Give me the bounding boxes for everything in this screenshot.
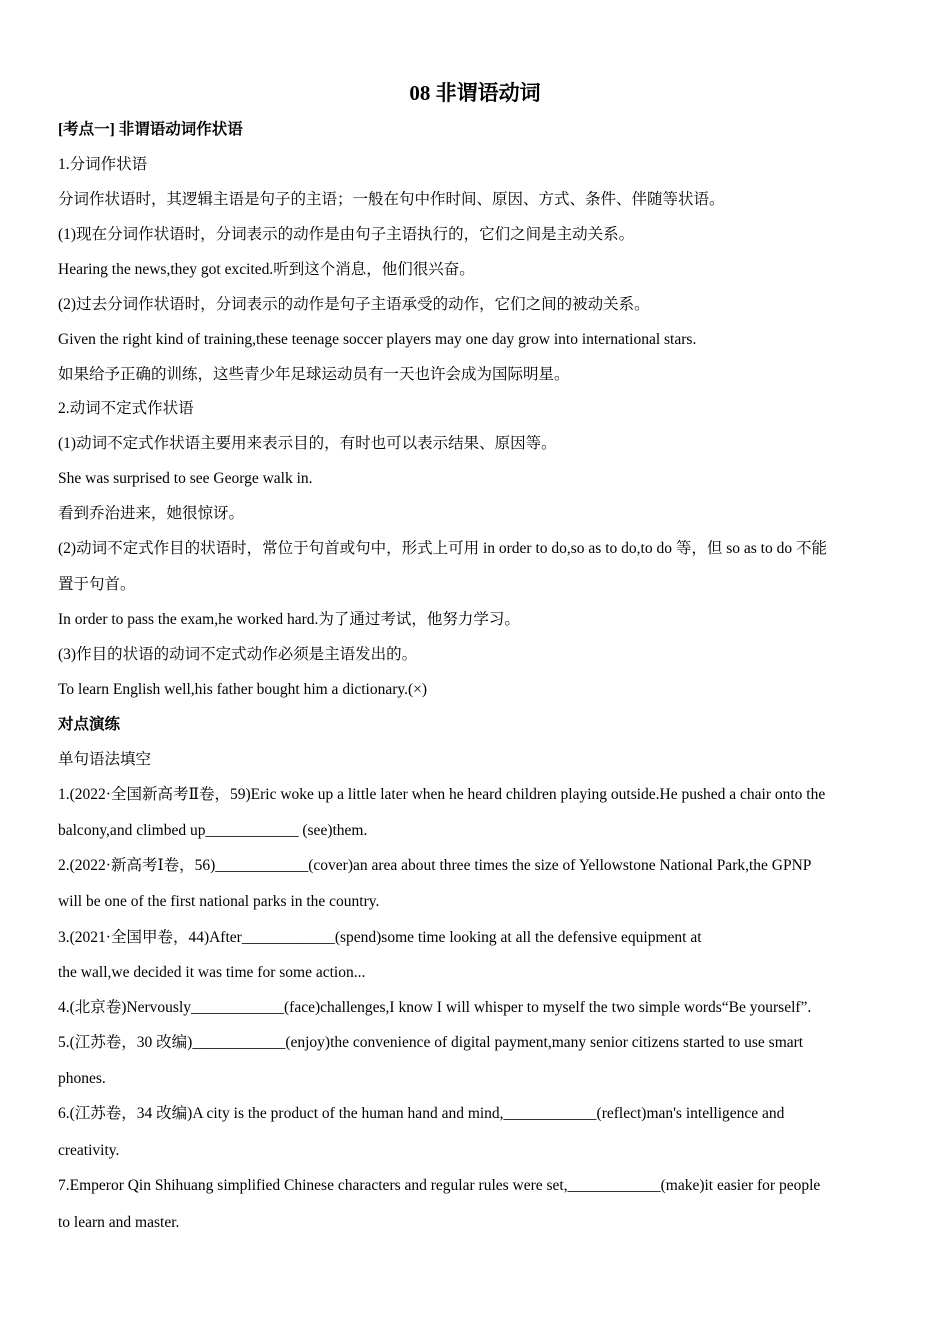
exercise-item-continuation: the wall,we decided it was time for some action...: [58, 964, 366, 981]
exercise-item-continuation: balcony,and climbed up____________ (see)them.: [58, 822, 368, 839]
exercise-heading: 单句语法填空: [58, 751, 152, 768]
exercise-item: 7.Emperor Qin Shihuang simplified Chinese characters and regular rules were set,____________(make)it easier for people: [58, 1177, 821, 1194]
example-sentence: To learn English well,his father bought him a dictionary.(×): [58, 681, 428, 698]
exercise-item: 1.(2022·全国新高考Ⅱ卷，59)Eric woke up a little later when he heard children playing outside.He pushed a chair onto the: [58, 786, 826, 803]
paragraph: (3)作目的状语的动词不定式动作必须是主语发出的。: [58, 646, 418, 663]
example-sentence: In order to pass the exam,he worked hard.为了通过考试，他努力学习。: [58, 611, 520, 628]
subsection-heading: 1.分词作状语: [58, 156, 148, 173]
exercise-item: 4.(北京卷)Nervously____________(face)challenges,I know I will whisper to myself the two simple words“Be yourself”.: [58, 999, 812, 1016]
example-sentence: Given the right kind of training,these teenage soccer players may one day grow into international stars.: [58, 331, 697, 348]
exercise-item-continuation: phones.: [58, 1070, 106, 1087]
exercise-item: 6.(江苏卷，34 改编)A city is the product of the human hand and mind,____________(reflect)man's intelligence and: [58, 1105, 785, 1122]
section-heading: [考点一] 非谓语动词作状语: [58, 121, 243, 138]
exercise-item-continuation: creativity.: [58, 1142, 120, 1159]
exercise-item: 2.(2022·新高考Ⅰ卷，56)____________(cover)an area about three times the size of Yellowstone National Park,the GPNP: [58, 857, 812, 874]
paragraph: (2)动词不定式作目的状语时，常位于句首或句中，形式上可用 in order to do,so as to do,to do 等，但 so as to do 不能: [58, 540, 827, 557]
exercise-item-continuation: to learn and master.: [58, 1214, 180, 1231]
example-sentence: Hearing the news,they got excited.听到这个消息，他们很兴奋。: [58, 261, 475, 278]
subsection-heading: 2.动词不定式作状语: [58, 400, 194, 417]
example-translation: 如果给予正确的训练，这些青少年足球运动员有一天也许会成为国际明星。: [58, 366, 570, 383]
paragraph: (2)过去分词作状语时，分词表示的动作是句子主语承受的动作，它们之间的被动关系。: [58, 296, 650, 313]
practice-heading: 对点演练: [58, 716, 121, 733]
exercise-item-continuation: will be one of the first national parks in the country.: [58, 893, 380, 910]
paragraph: (1)动词不定式作状语主要用来表示目的，有时也可以表示结果、原因等。: [58, 435, 557, 452]
exercise-item: 5.(江苏卷，30 改编)____________(enjoy)the convenience of digital payment,many senior citizens started to use smart: [58, 1034, 804, 1051]
example-translation: 看到乔治进来，她很惊讶。: [58, 505, 245, 522]
example-sentence: She was surprised to see George walk in.: [58, 470, 313, 487]
paragraph: (1)现在分词作状语时，分词表示的动作是由句子主语执行的，它们之间是主动关系。: [58, 226, 635, 243]
page-title: 08 非谓语动词: [409, 81, 541, 105]
paragraph-continuation: 置于句首。: [58, 576, 136, 593]
exercise-item: 3.(2021·全国甲卷，44)After____________(spend)some time looking at all the defensive equipment at: [58, 929, 702, 946]
paragraph: 分词作状语时，其逻辑主语是句子的主语；一般在句中作时间、原因、方式、条件、伴随等状语。: [58, 191, 725, 208]
